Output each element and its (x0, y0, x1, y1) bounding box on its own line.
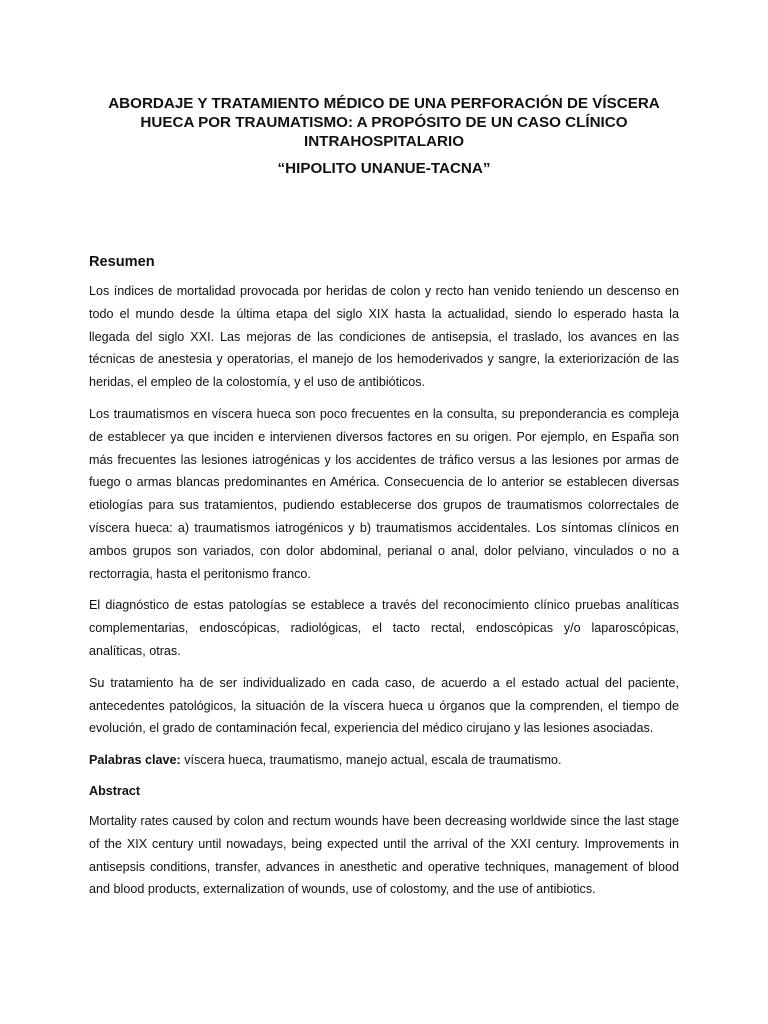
resumen-paragraph-3: El diagnóstico de estas patologías se establece a través del reconocimiento clínico pruebas analíticas complementarias, endoscópicas, radiológicas, el tacto rectal, endoscópicas y/o laparoscópicas, analíticas, otras. (89, 598, 679, 658)
resumen-heading: Resumen (89, 254, 155, 270)
resumen-paragraph-2: Los traumatismos en víscera hueca son poco frecuentes en la consulta, su preponderancia es compleja de establecer ya que inciden e intervienen diversos factores en su origen. Por ejemplo, en España son más frecuentes las lesiones iatrogénicas y los accidentes de tráfico versus a las lesiones por armas de fuego o armas blancas predominantes en América. Consecuencia de lo anterior se establecen diversas etiologías para sus tratamientos, pudiendo establecerse dos grupos de traumatismos colorrectales de víscera hueca: a) traumatismos iatrogénicos y b) traumatismos accidentales. Los síntomas clínicos en ambos grupos son variados, con dolor abdominal, perianal o anal, dolor pelviano, vinculados o no a rectorragia, hasta el peritonismo franco. (89, 406, 679, 581)
resumen-paragraph-1: Los índices de mortalidad provocada por heridas de colon y recto han venido teniendo un descenso en todo el mundo desde la última etapa del siglo XIX hasta la actualidad, siendo lo esperado hasta la llegada del siglo XXI. Las mejoras de las condiciones de antisepsia, el traslado, los avances en las técnicas de anestesia y operatorias, el manejo de los hemoderivados y sangre, la exteriorización de las heridas, el empleo de la colostomía, y el uso de antibióticos. (89, 284, 679, 390)
resumen-paragraph-4: Su tratamiento ha de ser individualizado en cada caso, de acuerdo a el estado actual del paciente, antecedentes patológicos, la situación de la víscera hueca u órganos que la comprenden, el tiempo de evolución, el grado de contaminación fecal, experiencia del médico cirujano y las lesiones asociadas. (89, 675, 679, 736)
document-title: ABORDAJE Y TRATAMIENTO MÉDICO DE UNA PERFORACIÓN DE VÍSCERA HUECA POR TRAUMATISMO: A PROPÓSITO DE UN CASO CLÍNICO INTRAHOSPITALARIO (108, 95, 660, 150)
keywords-label: Palabras clave: (89, 753, 181, 768)
keywords-text: víscera hueca, traumatismo, manejo actual, escala de traumatismo. (180, 753, 562, 768)
abstract-paragraph: Mortality rates caused by colon and rectum wounds have been decreasing worldwide since the last stage of the XIX century until nowadays, being expected until the arrival of the XXI century. Improvements in antisepsis conditions, transfer, advances in anesthetic and operative techniques, management of blood and blood products, externalization of wounds, use of colostomy, and the use of antibiotics. (89, 813, 679, 897)
keywords-line (89, 749, 679, 772)
document-subtitle: “HIPOLITO UNANUE-TACNA” (277, 160, 491, 177)
abstract-heading: Abstract (89, 783, 141, 798)
